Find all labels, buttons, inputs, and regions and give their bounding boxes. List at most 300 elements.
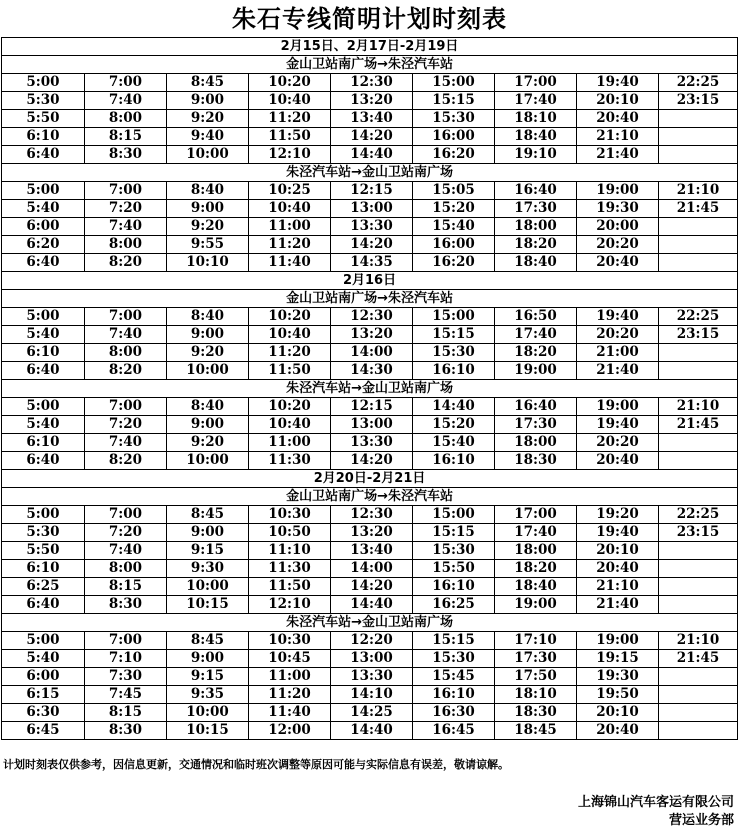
departure-time-cell: 21:10 (577, 578, 659, 596)
departure-time-cell: 17:00 (495, 74, 577, 92)
departure-time-cell: 7:40 (85, 326, 167, 344)
departure-time-cell: 8:40 (167, 182, 249, 200)
table-row (2, 398, 738, 416)
departure-time-cell: 9:20 (167, 110, 249, 128)
departure-time-cell: 7:40 (85, 542, 167, 560)
departure-time-cell: 9:55 (167, 236, 249, 254)
departure-time-cell: 8:15 (85, 128, 167, 146)
departure-time-cell: 18:30 (495, 704, 577, 722)
table-row (2, 704, 738, 722)
departure-time-cell: 20:10 (577, 704, 659, 722)
direction-header: 朱泾汽车站→金山卫站南广场 (2, 380, 738, 398)
departure-time-cell: 5:40 (2, 650, 85, 668)
departure-time-cell: 8:00 (85, 236, 167, 254)
departure-time-cell: 6:20 (2, 236, 85, 254)
departure-time-cell (659, 434, 738, 452)
departure-time-cell: 7:00 (85, 398, 167, 416)
direction-header-row (2, 56, 738, 74)
departure-time-cell: 10:00 (167, 452, 249, 470)
departure-time-cell: 13:00 (331, 200, 413, 218)
departure-time-cell: 15:30 (413, 650, 495, 668)
departure-time-cell: 11:20 (249, 686, 331, 704)
departure-time-cell: 10:25 (249, 182, 331, 200)
departure-time-cell: 9:20 (167, 218, 249, 236)
departure-time-cell: 18:00 (495, 218, 577, 236)
departure-time-cell: 14:10 (331, 686, 413, 704)
departure-time-cell: 6:10 (2, 128, 85, 146)
departure-time-cell: 22:25 (659, 74, 738, 92)
departure-time-cell: 6:40 (2, 254, 85, 272)
table-row (2, 686, 738, 704)
departure-time-cell: 15:00 (413, 506, 495, 524)
departure-time-cell: 7:00 (85, 308, 167, 326)
departure-time-cell: 9:20 (167, 344, 249, 362)
departure-time-cell: 17:30 (495, 416, 577, 434)
departure-time-cell: 12:15 (331, 398, 413, 416)
departure-time-cell: 16:10 (413, 452, 495, 470)
departure-time-cell: 12:30 (331, 308, 413, 326)
departure-time-cell: 19:40 (577, 74, 659, 92)
departure-time-cell: 6:40 (2, 146, 85, 164)
departure-time-cell: 14:40 (331, 722, 413, 740)
departure-time-cell: 5:00 (2, 308, 85, 326)
departure-time-cell: 10:50 (249, 524, 331, 542)
period-header-row (2, 272, 738, 290)
table-row (2, 578, 738, 596)
departure-time-cell: 17:40 (495, 326, 577, 344)
table-row (2, 236, 738, 254)
departure-time-cell: 9:00 (167, 524, 249, 542)
departure-time-cell: 15:40 (413, 434, 495, 452)
departure-time-cell: 21:10 (659, 398, 738, 416)
departure-time-cell: 13:20 (331, 326, 413, 344)
departure-time-cell: 20:00 (577, 218, 659, 236)
departure-time-cell: 20:40 (577, 110, 659, 128)
departure-time-cell: 8:15 (85, 704, 167, 722)
departure-time-cell: 6:40 (2, 362, 85, 380)
departure-time-cell (659, 146, 738, 164)
departure-time-cell (659, 344, 738, 362)
departure-time-cell: 16:40 (495, 182, 577, 200)
period-header: 2月15日、2月17日-2月19日 (2, 38, 738, 56)
departure-time-cell: 10:00 (167, 578, 249, 596)
departure-time-cell: 6:00 (2, 218, 85, 236)
departure-time-cell: 5:40 (2, 326, 85, 344)
departure-time-cell (659, 362, 738, 380)
departure-time-cell (659, 128, 738, 146)
departure-time-cell: 19:00 (495, 362, 577, 380)
departure-time-cell: 15:30 (413, 542, 495, 560)
departure-time-cell: 19:40 (577, 416, 659, 434)
departure-time-cell: 16:10 (413, 362, 495, 380)
departure-time-cell: 5:00 (2, 74, 85, 92)
departure-time-cell: 19:50 (577, 686, 659, 704)
departure-time-cell: 6:15 (2, 686, 85, 704)
direction-header: 朱泾汽车站→金山卫站南广场 (2, 614, 738, 632)
departure-time-cell: 12:15 (331, 182, 413, 200)
departure-time-cell: 10:15 (167, 722, 249, 740)
departure-time-cell: 18:40 (495, 578, 577, 596)
departure-time-cell: 8:45 (167, 506, 249, 524)
departure-time-cell: 9:00 (167, 326, 249, 344)
table-row (2, 524, 738, 542)
departure-time-cell: 13:00 (331, 650, 413, 668)
departure-time-cell: 9:15 (167, 668, 249, 686)
period-header-row (2, 470, 738, 488)
departure-time-cell: 12:10 (249, 596, 331, 614)
departure-time-cell: 8:00 (85, 560, 167, 578)
departure-time-cell: 9:30 (167, 560, 249, 578)
departure-time-cell: 14:40 (331, 146, 413, 164)
direction-header: 金山卫站南广场→朱泾汽车站 (2, 290, 738, 308)
period-header: 2月20日-2月21日 (2, 470, 738, 488)
departure-time-cell: 21:40 (577, 596, 659, 614)
department-name: 营运业务部 (668, 813, 734, 828)
departure-time-cell: 15:20 (413, 200, 495, 218)
departure-time-cell: 10:20 (249, 308, 331, 326)
departure-time-cell: 21:45 (659, 416, 738, 434)
departure-time-cell (659, 236, 738, 254)
table-row (2, 416, 738, 434)
departure-time-cell: 11:20 (249, 236, 331, 254)
departure-time-cell: 5:50 (2, 542, 85, 560)
direction-header-row (2, 380, 738, 398)
departure-time-cell: 8:20 (85, 254, 167, 272)
departure-time-cell: 19:00 (577, 632, 659, 650)
departure-time-cell: 8:00 (85, 110, 167, 128)
departure-time-cell: 19:10 (495, 146, 577, 164)
departure-time-cell: 14:00 (331, 560, 413, 578)
departure-time-cell: 11:00 (249, 434, 331, 452)
departure-time-cell: 7:45 (85, 686, 167, 704)
departure-time-cell: 10:20 (249, 74, 331, 92)
table-row (2, 722, 738, 740)
departure-time-cell: 21:00 (577, 344, 659, 362)
departure-time-cell: 7:20 (85, 524, 167, 542)
departure-time-cell (659, 578, 738, 596)
departure-time-cell: 11:30 (249, 560, 331, 578)
table-row (2, 560, 738, 578)
departure-time-cell: 6:40 (2, 452, 85, 470)
departure-time-cell: 5:00 (2, 632, 85, 650)
departure-time-cell: 20:10 (577, 92, 659, 110)
departure-time-cell: 15:45 (413, 668, 495, 686)
departure-time-cell: 7:40 (85, 218, 167, 236)
departure-time-cell: 9:00 (167, 92, 249, 110)
departure-time-cell (659, 452, 738, 470)
table-row (2, 668, 738, 686)
departure-time-cell: 23:15 (659, 92, 738, 110)
departure-time-cell (659, 704, 738, 722)
departure-time-cell: 15:00 (413, 308, 495, 326)
table-row (2, 650, 738, 668)
departure-time-cell: 21:45 (659, 650, 738, 668)
departure-time-cell: 20:20 (577, 434, 659, 452)
departure-time-cell: 19:30 (577, 668, 659, 686)
departure-time-cell: 14:20 (331, 236, 413, 254)
departure-time-cell: 10:40 (249, 200, 331, 218)
departure-time-cell: 17:50 (495, 668, 577, 686)
departure-time-cell: 18:10 (495, 686, 577, 704)
departure-time-cell: 10:40 (249, 326, 331, 344)
departure-time-cell: 9:35 (167, 686, 249, 704)
departure-time-cell: 16:10 (413, 686, 495, 704)
departure-time-cell: 15:15 (413, 92, 495, 110)
timetable (1, 37, 738, 740)
departure-time-cell: 20:40 (577, 254, 659, 272)
departure-time-cell: 16:25 (413, 596, 495, 614)
departure-time-cell: 16:00 (413, 236, 495, 254)
table-row (2, 218, 738, 236)
departure-time-cell: 18:30 (495, 452, 577, 470)
departure-time-cell: 19:00 (577, 398, 659, 416)
departure-time-cell: 14:40 (413, 398, 495, 416)
departure-time-cell: 10:00 (167, 704, 249, 722)
table-row (2, 308, 738, 326)
departure-time-cell: 8:00 (85, 344, 167, 362)
departure-time-cell: 11:20 (249, 110, 331, 128)
departure-time-cell: 13:40 (331, 110, 413, 128)
departure-time-cell: 14:20 (331, 452, 413, 470)
departure-time-cell: 13:30 (331, 218, 413, 236)
departure-time-cell: 12:30 (331, 506, 413, 524)
departure-time-cell: 23:15 (659, 326, 738, 344)
departure-time-cell: 9:40 (167, 128, 249, 146)
departure-time-cell: 5:40 (2, 200, 85, 218)
departure-time-cell: 21:40 (577, 146, 659, 164)
departure-time-cell: 11:50 (249, 128, 331, 146)
departure-time-cell: 12:10 (249, 146, 331, 164)
departure-time-cell: 13:00 (331, 416, 413, 434)
departure-time-cell: 19:40 (577, 308, 659, 326)
departure-time-cell: 10:40 (249, 92, 331, 110)
departure-time-cell: 15:05 (413, 182, 495, 200)
table-row (2, 92, 738, 110)
departure-time-cell: 7:00 (85, 74, 167, 92)
departure-time-cell: 15:40 (413, 218, 495, 236)
departure-time-cell: 7:20 (85, 416, 167, 434)
departure-time-cell: 21:45 (659, 200, 738, 218)
departure-time-cell: 16:20 (413, 146, 495, 164)
departure-time-cell: 14:40 (331, 596, 413, 614)
departure-time-cell: 18:10 (495, 110, 577, 128)
departure-time-cell: 6:10 (2, 344, 85, 362)
departure-time-cell: 19:00 (577, 182, 659, 200)
departure-time-cell: 8:20 (85, 452, 167, 470)
table-row (2, 182, 738, 200)
departure-time-cell: 7:00 (85, 632, 167, 650)
departure-time-cell: 21:10 (659, 182, 738, 200)
departure-time-cell: 10:40 (249, 416, 331, 434)
departure-time-cell: 19:15 (577, 650, 659, 668)
direction-header: 金山卫站南广场→朱泾汽车站 (2, 56, 738, 74)
departure-time-cell: 21:10 (577, 128, 659, 146)
departure-time-cell: 8:45 (167, 632, 249, 650)
departure-time-cell: 14:35 (331, 254, 413, 272)
departure-time-cell: 18:20 (495, 236, 577, 254)
departure-time-cell: 18:20 (495, 344, 577, 362)
departure-time-cell: 9:20 (167, 434, 249, 452)
departure-time-cell: 19:30 (577, 200, 659, 218)
departure-time-cell: 10:15 (167, 596, 249, 614)
departure-time-cell (659, 110, 738, 128)
departure-time-cell: 8:15 (85, 578, 167, 596)
departure-time-cell: 10:10 (167, 254, 249, 272)
departure-time-cell: 7:20 (85, 200, 167, 218)
departure-time-cell: 17:40 (495, 92, 577, 110)
departure-time-cell: 18:00 (495, 434, 577, 452)
departure-time-cell: 8:30 (85, 146, 167, 164)
departure-time-cell: 10:30 (249, 506, 331, 524)
departure-time-cell: 7:40 (85, 434, 167, 452)
departure-time-cell: 8:30 (85, 596, 167, 614)
departure-time-cell: 11:30 (249, 452, 331, 470)
departure-time-cell: 17:10 (495, 632, 577, 650)
departure-time-cell: 15:20 (413, 416, 495, 434)
table-row (2, 542, 738, 560)
departure-time-cell: 20:40 (577, 560, 659, 578)
departure-time-cell (659, 722, 738, 740)
departure-time-cell: 9:00 (167, 650, 249, 668)
table-row (2, 632, 738, 650)
table-row (2, 200, 738, 218)
departure-time-cell: 23:15 (659, 524, 738, 542)
table-row (2, 146, 738, 164)
departure-time-cell: 6:45 (2, 722, 85, 740)
direction-header-row (2, 290, 738, 308)
departure-time-cell: 18:00 (495, 542, 577, 560)
departure-time-cell: 21:40 (577, 362, 659, 380)
table-row (2, 344, 738, 362)
departure-time-cell: 16:45 (413, 722, 495, 740)
departure-time-cell: 10:00 (167, 146, 249, 164)
departure-time-cell: 16:30 (413, 704, 495, 722)
departure-time-cell: 6:30 (2, 704, 85, 722)
period-header: 2月16日 (2, 272, 738, 290)
departure-time-cell: 10:45 (249, 650, 331, 668)
departure-time-cell: 7:00 (85, 506, 167, 524)
page-title: 朱石专线简明计划时刻表 (232, 5, 507, 33)
departure-time-cell: 11:00 (249, 668, 331, 686)
direction-header-row (2, 614, 738, 632)
departure-time-cell (659, 542, 738, 560)
departure-time-cell: 14:30 (331, 362, 413, 380)
departure-time-cell: 7:30 (85, 668, 167, 686)
departure-time-cell: 15:30 (413, 344, 495, 362)
departure-time-cell: 16:40 (495, 398, 577, 416)
table-row (2, 362, 738, 380)
departure-time-cell: 7:10 (85, 650, 167, 668)
departure-time-cell (659, 668, 738, 686)
departure-time-cell: 11:00 (249, 218, 331, 236)
disclaimer-note: 计划时刻表仅供参考，因信息更新，交通情况和临时班次调整等原因可能与实际信息有误差，敬请谅解。 (3, 758, 509, 771)
departure-time-cell: 20:20 (577, 326, 659, 344)
table-row (2, 110, 738, 128)
departure-time-cell: 17:40 (495, 524, 577, 542)
departure-time-cell: 13:30 (331, 668, 413, 686)
departure-time-cell: 5:30 (2, 524, 85, 542)
company-name: 上海锦山汽车客运有限公司 (577, 795, 734, 810)
departure-time-cell: 10:20 (249, 398, 331, 416)
departure-time-cell: 14:25 (331, 704, 413, 722)
departure-time-cell: 11:20 (249, 344, 331, 362)
departure-time-cell (659, 254, 738, 272)
departure-time-cell: 20:20 (577, 236, 659, 254)
direction-header: 金山卫站南广场→朱泾汽车站 (2, 488, 738, 506)
departure-time-cell: 12:30 (331, 74, 413, 92)
departure-time-cell: 19:00 (495, 596, 577, 614)
departure-time-cell: 10:30 (249, 632, 331, 650)
departure-time-cell: 14:20 (331, 128, 413, 146)
departure-time-cell: 11:10 (249, 542, 331, 560)
departure-time-cell (659, 218, 738, 236)
departure-time-cell: 20:10 (577, 542, 659, 560)
departure-time-cell: 8:20 (85, 362, 167, 380)
departure-time-cell: 11:50 (249, 362, 331, 380)
departure-time-cell: 15:15 (413, 326, 495, 344)
departure-time-cell: 17:00 (495, 506, 577, 524)
departure-time-cell: 9:00 (167, 200, 249, 218)
departure-time-cell: 14:20 (331, 578, 413, 596)
period-header-row (2, 38, 738, 56)
departure-time-cell: 8:45 (167, 74, 249, 92)
departure-time-cell: 6:00 (2, 668, 85, 686)
departure-time-cell: 13:20 (331, 524, 413, 542)
departure-time-cell: 8:40 (167, 308, 249, 326)
departure-time-cell: 9:00 (167, 416, 249, 434)
table-row (2, 74, 738, 92)
departure-time-cell: 11:50 (249, 578, 331, 596)
direction-header: 朱泾汽车站→金山卫站南广场 (2, 164, 738, 182)
departure-time-cell: 15:15 (413, 524, 495, 542)
departure-time-cell: 7:40 (85, 92, 167, 110)
departure-time-cell (659, 596, 738, 614)
departure-time-cell: 17:30 (495, 200, 577, 218)
departure-time-cell: 12:00 (249, 722, 331, 740)
departure-time-cell: 6:10 (2, 560, 85, 578)
departure-time-cell: 9:15 (167, 542, 249, 560)
departure-time-cell: 14:00 (331, 344, 413, 362)
departure-time-cell: 6:10 (2, 434, 85, 452)
table-row (2, 254, 738, 272)
departure-time-cell: 12:20 (331, 632, 413, 650)
departure-time-cell: 22:25 (659, 308, 738, 326)
departure-time-cell: 17:30 (495, 650, 577, 668)
table-row (2, 128, 738, 146)
departure-time-cell: 8:40 (167, 398, 249, 416)
departure-time-cell: 11:40 (249, 704, 331, 722)
departure-time-cell: 15:00 (413, 74, 495, 92)
direction-header-row (2, 488, 738, 506)
table-row (2, 596, 738, 614)
departure-time-cell: 13:20 (331, 92, 413, 110)
departure-time-cell: 15:50 (413, 560, 495, 578)
departure-time-cell: 11:40 (249, 254, 331, 272)
departure-time-cell: 18:40 (495, 254, 577, 272)
departure-time-cell: 5:40 (2, 416, 85, 434)
departure-time-cell: 18:45 (495, 722, 577, 740)
departure-time-cell: 18:20 (495, 560, 577, 578)
departure-time-cell: 5:30 (2, 92, 85, 110)
departure-time-cell: 19:20 (577, 506, 659, 524)
departure-time-cell: 16:00 (413, 128, 495, 146)
departure-time-cell: 5:00 (2, 182, 85, 200)
direction-header-row (2, 164, 738, 182)
departure-time-cell: 16:20 (413, 254, 495, 272)
departure-time-cell: 20:40 (577, 452, 659, 470)
departure-time-cell: 13:30 (331, 434, 413, 452)
departure-time-cell: 6:40 (2, 596, 85, 614)
